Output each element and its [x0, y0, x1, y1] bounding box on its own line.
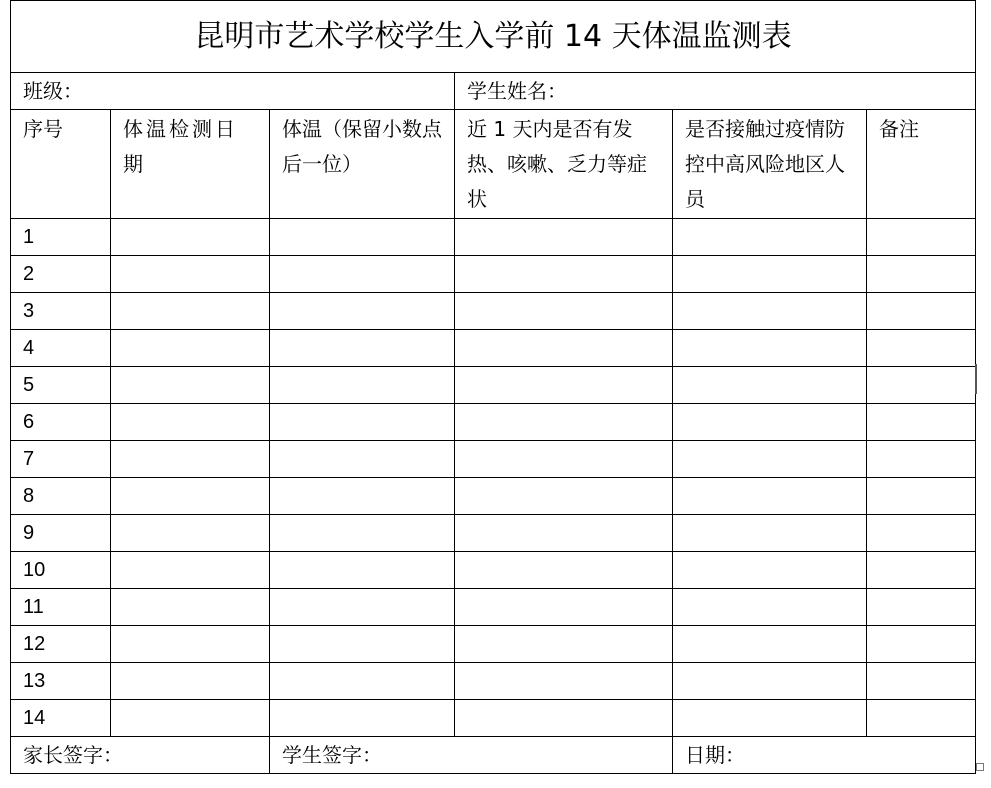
- remarks-cell[interactable]: [867, 626, 976, 663]
- check-date-cell[interactable]: [111, 478, 270, 515]
- symptoms-cell[interactable]: [455, 441, 673, 478]
- student-name-field[interactable]: 学生姓名：: [455, 73, 976, 110]
- table-row: [11, 552, 976, 589]
- symptoms-cell[interactable]: [455, 404, 673, 441]
- remarks-cell[interactable]: [867, 700, 976, 737]
- form-title: 昆明市艺术学校学生入学前 14 天体温监测表: [11, 1, 976, 73]
- check-date-cell[interactable]: [111, 552, 270, 589]
- row-index: 5: [11, 367, 111, 404]
- temperature-monitoring-form: [10, 0, 975, 774]
- temperature-cell[interactable]: [270, 219, 455, 256]
- symptoms-cell[interactable]: [455, 330, 673, 367]
- contact-cell[interactable]: [673, 441, 867, 478]
- row-index: 6: [11, 404, 111, 441]
- symptoms-cell[interactable]: [455, 515, 673, 552]
- parent-signature-field[interactable]: 家长签字：: [11, 737, 270, 774]
- form-table: [10, 0, 976, 774]
- row-index: 12: [11, 626, 111, 663]
- table-row: [11, 515, 976, 552]
- check-date-cell[interactable]: [111, 589, 270, 626]
- symptoms-cell[interactable]: [455, 219, 673, 256]
- table-row: [11, 626, 976, 663]
- temperature-cell[interactable]: [270, 552, 455, 589]
- contact-cell[interactable]: [673, 626, 867, 663]
- temperature-cell[interactable]: [270, 663, 455, 700]
- row-index: 14: [11, 700, 111, 737]
- remarks-cell[interactable]: [867, 441, 976, 478]
- temperature-cell[interactable]: [270, 589, 455, 626]
- check-date-cell[interactable]: [111, 293, 270, 330]
- remarks-cell[interactable]: [867, 256, 976, 293]
- symptoms-cell[interactable]: [455, 589, 673, 626]
- header-check-date: 体温检测日期: [111, 110, 270, 219]
- check-date-cell[interactable]: [111, 700, 270, 737]
- table-resize-marker[interactable]: [975, 364, 977, 394]
- header-remarks: 备注: [867, 110, 976, 219]
- table-row: [11, 663, 976, 700]
- row-index: 4: [11, 330, 111, 367]
- temperature-cell[interactable]: [270, 626, 455, 663]
- remarks-cell[interactable]: [867, 219, 976, 256]
- table-row: [11, 478, 976, 515]
- temperature-cell[interactable]: [270, 441, 455, 478]
- check-date-cell[interactable]: [111, 441, 270, 478]
- symptoms-cell[interactable]: [455, 478, 673, 515]
- symptoms-cell[interactable]: [455, 626, 673, 663]
- temperature-cell[interactable]: [270, 404, 455, 441]
- contact-cell[interactable]: [673, 219, 867, 256]
- contact-cell[interactable]: [673, 367, 867, 404]
- check-date-cell[interactable]: [111, 219, 270, 256]
- symptoms-cell[interactable]: [455, 256, 673, 293]
- contact-cell[interactable]: [673, 515, 867, 552]
- table-row: [11, 441, 976, 478]
- table-resize-handle[interactable]: [976, 763, 984, 771]
- row-index: 13: [11, 663, 111, 700]
- row-index: 10: [11, 552, 111, 589]
- remarks-cell[interactable]: [867, 478, 976, 515]
- student-signature-field[interactable]: 学生签字：: [270, 737, 673, 774]
- contact-cell[interactable]: [673, 663, 867, 700]
- row-index: 8: [11, 478, 111, 515]
- header-symptoms: 近 1 天内是否有发热、咳嗽、乏力等症状: [455, 110, 673, 219]
- remarks-cell[interactable]: [867, 663, 976, 700]
- class-field[interactable]: 班级：: [11, 73, 455, 110]
- header-index: 序号: [11, 110, 111, 219]
- temperature-cell[interactable]: [270, 700, 455, 737]
- check-date-cell[interactable]: [111, 330, 270, 367]
- temperature-cell[interactable]: [270, 478, 455, 515]
- temperature-cell[interactable]: [270, 330, 455, 367]
- row-index: 9: [11, 515, 111, 552]
- table-row: [11, 700, 976, 737]
- check-date-cell[interactable]: [111, 404, 270, 441]
- check-date-cell[interactable]: [111, 663, 270, 700]
- check-date-cell[interactable]: [111, 515, 270, 552]
- temperature-cell[interactable]: [270, 293, 455, 330]
- contact-cell[interactable]: [673, 589, 867, 626]
- table-row: [11, 219, 976, 256]
- header-temperature: 体温（保留小数点后一位）: [270, 110, 455, 219]
- remarks-cell[interactable]: [867, 404, 976, 441]
- table-row: [11, 256, 976, 293]
- contact-cell[interactable]: [673, 330, 867, 367]
- remarks-cell[interactable]: [867, 330, 976, 367]
- table-row: [11, 293, 976, 330]
- contact-cell[interactable]: [673, 293, 867, 330]
- contact-cell[interactable]: [673, 404, 867, 441]
- date-field[interactable]: 日期：: [673, 737, 976, 774]
- table-row: [11, 589, 976, 626]
- remarks-cell[interactable]: [867, 552, 976, 589]
- check-date-cell[interactable]: [111, 256, 270, 293]
- symptoms-cell[interactable]: [455, 293, 673, 330]
- temperature-cell[interactable]: [270, 515, 455, 552]
- check-date-cell[interactable]: [111, 626, 270, 663]
- remarks-cell[interactable]: [867, 515, 976, 552]
- row-index: 7: [11, 441, 111, 478]
- temperature-cell[interactable]: [270, 256, 455, 293]
- header-contact-risk-area: 是否接触过疫情防控中高风险地区人员: [673, 110, 867, 219]
- temperature-cell[interactable]: [270, 367, 455, 404]
- row-index: 11: [11, 589, 111, 626]
- row-index: 3: [11, 293, 111, 330]
- contact-cell[interactable]: [673, 478, 867, 515]
- row-index: 1: [11, 219, 111, 256]
- contact-cell[interactable]: [673, 552, 867, 589]
- remarks-cell[interactable]: [867, 293, 976, 330]
- table-row: [11, 367, 976, 404]
- check-date-cell[interactable]: [111, 367, 270, 404]
- symptoms-cell[interactable]: [455, 552, 673, 589]
- remarks-cell[interactable]: [867, 589, 976, 626]
- row-index: 2: [11, 256, 111, 293]
- table-row: [11, 404, 976, 441]
- symptoms-cell[interactable]: [455, 700, 673, 737]
- contact-cell[interactable]: [673, 256, 867, 293]
- table-row: [11, 330, 976, 367]
- contact-cell[interactable]: [673, 700, 867, 737]
- remarks-cell[interactable]: [867, 367, 976, 404]
- symptoms-cell[interactable]: [455, 367, 673, 404]
- symptoms-cell[interactable]: [455, 663, 673, 700]
